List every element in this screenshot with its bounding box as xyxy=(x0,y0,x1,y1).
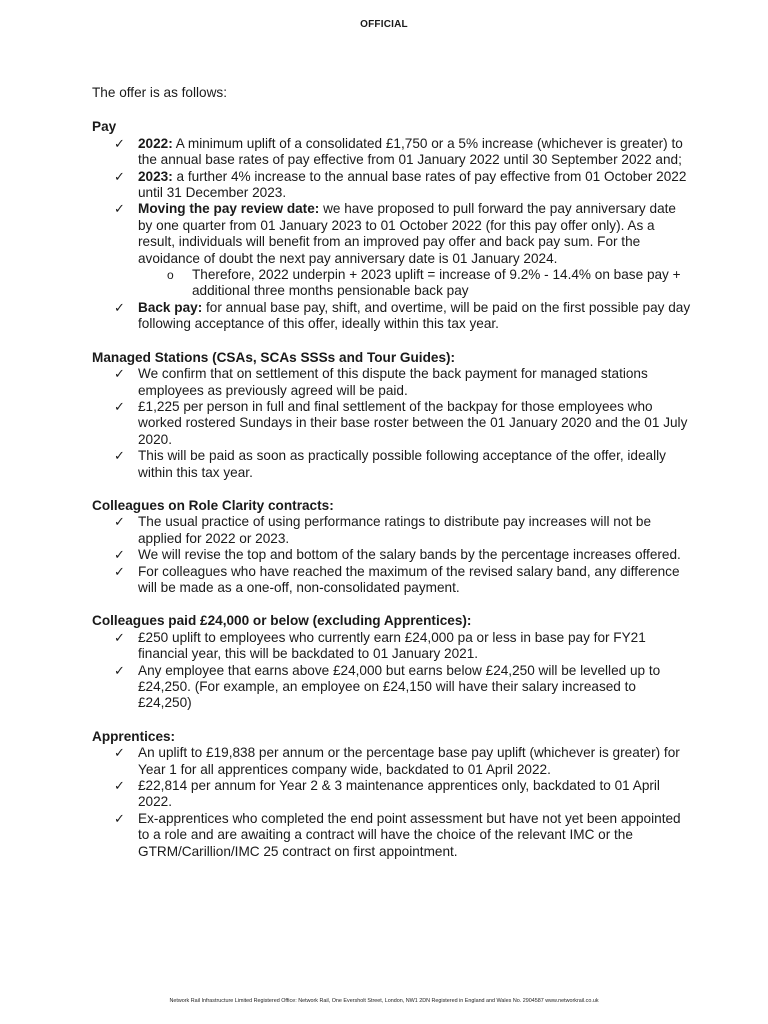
tick-list xyxy=(92,745,692,860)
list-item xyxy=(92,514,692,547)
sub-list-item xyxy=(138,267,692,300)
check-mark-icon: ✓ xyxy=(114,547,125,563)
footer-registered-office: Network Rail Infrastructure Limited Registered Office: Network Rail, One Eversholt Street, London, NW1 2DN Registered in England and Wales No. 2904587 www.networkrail.co.uk xyxy=(169,998,599,1004)
offer-section xyxy=(92,119,692,332)
list-item xyxy=(92,564,692,597)
list-item xyxy=(92,663,692,712)
item-text: Any employee that earns above £24,000 but earns below £24,250 will be levelled up to £24,250. (For example, an employee on £24,150 will have their salary increased to £24,250) xyxy=(138,662,661,711)
offer-section xyxy=(92,613,692,711)
item-text: £1,225 per person in full and final settlement of the backpay for those employees who worked rostered Sundays in their base roster between the 01 January 2020 and the 01 July 2020. xyxy=(138,398,688,447)
list-item xyxy=(92,778,692,811)
item-text: Ex-apprentices who completed the end point assessment but have not yet been appointed to a role and are awaiting a contract will have the choice of the relevant IMC or the GTRM/Carillion/IMC 25 contract on first appointment. xyxy=(138,810,681,859)
tick-list xyxy=(92,136,692,333)
item-lead-label: 2022: xyxy=(138,135,173,151)
intro-text: The offer is as follows: xyxy=(92,85,227,100)
item-text: we have proposed to pull forward the pay anniversary date by one quarter from 01 January 2023 to 01 October 2022 (for this pay offer only). As a result, individuals will benefit from an improved pay offer and back pay sum. For the avoidance of doubt the next pay anniversary date is 01 January 2024. xyxy=(138,201,676,266)
offer-section xyxy=(92,350,692,481)
list-item xyxy=(92,399,692,448)
sub-item-text: Therefore, 2022 underpin + 2023 uplift = increase of 9.2% - 14.4% on base pay + additional three months pensionable back pay xyxy=(192,267,681,299)
check-mark-icon: ✓ xyxy=(114,745,125,761)
tick-list xyxy=(92,514,692,596)
item-text: A minimum uplift of a consolidated £1,750 or a 5% increase (whichever is greater) to the annual base rates of pay effective from 01 January 2022 until 30 September 2022 and; xyxy=(138,135,683,168)
item-text: We confirm that on settlement of this dispute the back payment for managed stations employees as previously agreed will be paid. xyxy=(138,366,648,398)
item-lead-label: Moving the pay review date: xyxy=(138,201,320,217)
list-item xyxy=(92,366,692,399)
check-mark-icon: ✓ xyxy=(114,810,125,826)
check-mark-icon: ✓ xyxy=(114,299,125,315)
list-item xyxy=(92,630,692,663)
check-mark-icon: ✓ xyxy=(114,629,125,645)
tick-list xyxy=(92,630,692,712)
document-body xyxy=(92,85,692,860)
item-text: The usual practice of using performance ratings to distribute pay increases will not be applied for 2022 or 2023. xyxy=(138,514,652,546)
offer-section xyxy=(92,498,692,596)
check-mark-icon: ✓ xyxy=(114,366,125,382)
tick-list xyxy=(92,366,692,481)
check-mark-icon: ✓ xyxy=(114,201,125,217)
item-lead-label: 2023: xyxy=(138,168,173,184)
list-item xyxy=(92,745,692,778)
item-text: This will be paid as soon as practically possible following acceptance of the offer, ideally within this tax year. xyxy=(138,448,666,480)
list-item xyxy=(92,169,692,202)
check-mark-icon: ✓ xyxy=(114,448,125,464)
check-mark-icon: ✓ xyxy=(114,135,125,151)
check-mark-icon: ✓ xyxy=(114,662,125,678)
list-item xyxy=(92,136,692,169)
item-text: for annual base pay, shift, and overtime, will be paid on the first possible pay day following acceptance of this offer, ideally within this tax year. xyxy=(138,299,691,332)
item-text: a further 4% increase to the annual base rates of pay effective from 01 October 2022 until 31 December 2023. xyxy=(138,168,687,201)
section-heading: Pay xyxy=(92,119,117,135)
list-item xyxy=(92,811,692,860)
list-item xyxy=(92,448,692,481)
offer-sections xyxy=(92,119,692,860)
classification-label: OFFICIAL xyxy=(360,19,408,30)
section-heading: Apprentices: xyxy=(92,728,176,744)
offer-section xyxy=(92,729,692,860)
item-text: £250 uplift to employees who currently earn £24,000 pa or less in base pay for FY21 financial year, this will be backdated to 01 January 2021. xyxy=(138,629,646,662)
sub-list xyxy=(138,267,692,300)
item-text: An uplift to £19,838 per annum or the percentage base pay uplift (whichever is greater) for Year 1 for all apprentices company wide, backdated to 01 April 2022. xyxy=(138,745,680,777)
section-heading: Colleagues paid £24,000 or below (excluding Apprentices): xyxy=(92,613,472,629)
item-lead-label: Back pay: xyxy=(138,299,203,315)
check-mark-icon: ✓ xyxy=(114,168,125,184)
item-text: We will revise the top and bottom of the salary bands by the percentage increases offered. xyxy=(138,547,681,563)
check-mark-icon: ✓ xyxy=(114,778,125,794)
list-item xyxy=(92,201,692,299)
item-text: £22,814 per annum for Year 2 & 3 maintenance apprentices only, backdated to 01 April 2022. xyxy=(138,778,660,810)
hollow-circle-bullet-icon: o xyxy=(167,268,174,283)
item-text: For colleagues who have reached the maximum of the revised salary band, any difference will be made as a one-off, non-consolidated payment. xyxy=(138,563,680,595)
section-heading: Colleagues on Role Clarity contracts: xyxy=(92,497,334,513)
section-heading: Managed Stations (CSAs, SCAs SSSs and Tour Guides): xyxy=(92,349,456,365)
check-mark-icon: ✓ xyxy=(114,563,125,579)
check-mark-icon: ✓ xyxy=(114,514,125,530)
list-item xyxy=(92,300,692,333)
list-item xyxy=(92,547,692,563)
check-mark-icon: ✓ xyxy=(114,398,125,414)
